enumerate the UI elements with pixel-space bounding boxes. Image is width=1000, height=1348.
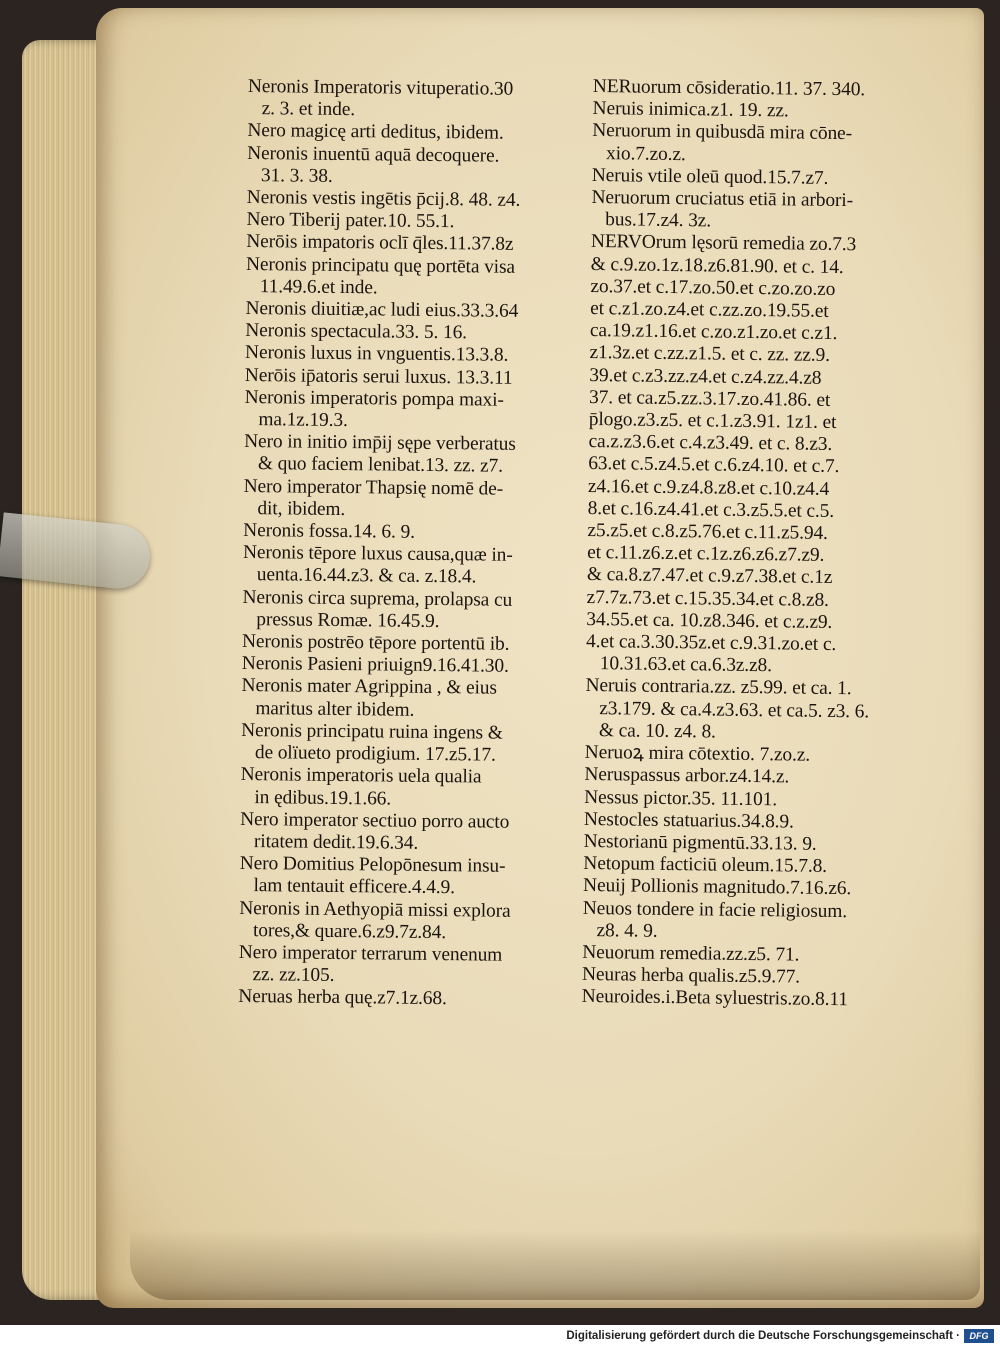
index-entry-line: zo.37.et c.17.zo.50.et c.zo.zo.zo: [590, 275, 836, 300]
index-entry-line: Neronis principatu ruina ingens &: [241, 719, 503, 744]
index-entry-line: Neuras herba qualis.z5.9.77.: [581, 964, 801, 988]
index-entry-line: tores,& quare.6.z9.7z.84.: [252, 919, 447, 943]
index-entry-line: Nero in initio imp̄ij sępe verberatus: [244, 431, 516, 456]
dfg-logo: DFG: [964, 1329, 994, 1343]
index-entry-line: Nessus pictor.35. 11.101.: [584, 786, 778, 810]
index-entry-line: & ca.8.z7.47.et c.9.z7.38.et c.1z: [586, 564, 833, 589]
index-entry-line: Neronis circa suprema, prolapsa cu: [242, 586, 513, 611]
index-entry-line: 11.49.6.et inde.: [259, 275, 378, 299]
index-entry-line: lam tentauit efficere.4.4.9.: [253, 875, 456, 899]
index-entry-line: NERVOrum lęsorū remedia zo.7.3: [590, 231, 857, 256]
index-entry-line: ma.1z.19.3.: [258, 409, 348, 432]
left-index-column: [238, 76, 593, 1012]
index-entry-line: Neronis tēpore luxus causa,quæ in-: [242, 542, 513, 567]
index-entry-line: Nerōis impatoris oclī q̄les.11.37.8z: [246, 231, 514, 256]
index-entry-line: Nero imperator Thapsię nomē de-: [243, 475, 504, 500]
index-entry-line: p̄logo.z3.z5. et c.1.z3.91. 1z1. et: [588, 409, 837, 434]
index-entry-line: & ca. 10. z4. 8.: [598, 720, 716, 743]
footer-credit: Digitalisierung gefördert durch die Deutsche Forschungsgemeinschaft ·: [566, 1330, 960, 1342]
index-entry-line: Neruorum in quibusdā mira cōne-: [592, 120, 853, 145]
index-entry-line: Nero imperator terrarum venenum: [238, 941, 503, 966]
index-entry-line: Neruis contraria.zz. z5.99. et ca. 1.: [585, 675, 852, 700]
index-entry-line: Neronis Pasieni priuign9.16.41.30.: [241, 653, 509, 678]
index-entry-line: Neronis vestis ingētis p̄cij.8. 48. z4.: [246, 187, 521, 211]
index-entry-line: 63.et c.5.z4.5.et c.6.z4.10. et c.7.: [588, 453, 840, 478]
index-entry-line: Neuos tondere in facie religiosum.: [582, 897, 848, 922]
index-entry-line: Nero Domitius Pelopōnesum insu-: [239, 853, 506, 877]
index-entry-line: z1.3z.et c.zz.z1.5. et c. zz. zz.9.: [589, 342, 831, 367]
index-entry-line: Neruis vtile oleū quod.15.7.z7.: [591, 164, 829, 189]
index-entry-line: Nestocles statuarius.34.8.9.: [583, 808, 794, 833]
index-entry-line: & quo faciem lenibat.13. zz. z7.: [257, 453, 504, 478]
index-entry-line: 8.et c.16.z4.41.et c.3.z5.5.et c.5.: [587, 497, 835, 522]
index-entry-line: Netopum facticiū oleum.15.7.8.: [583, 853, 828, 878]
index-entry-line: Neronis fossa.14. 6. 9.: [243, 520, 416, 543]
index-entry-line: Neruorum cruciatus etiā in arbori-: [591, 187, 854, 212]
page-shadow: [130, 1230, 980, 1300]
index-entry-line: 10.31.63.et ca.6.3z.z8.: [599, 653, 773, 677]
index-entry-line: pressus Romæ. 16.45.9.: [256, 608, 440, 632]
index-entry-line: Neronis imperatoris pompa maxi-: [244, 386, 504, 411]
index-entry-line: z. 3. et inde.: [261, 98, 356, 121]
index-entry-line: z7.7z.73.et c.15.35.34.et c.8.z8.: [586, 586, 829, 611]
index-entry-line: et c.11.z6.z.et c.1z.z6.z6.z7.z9.: [587, 542, 825, 567]
index-entry-line: maritus alter ibidem.: [255, 697, 415, 721]
index-entry-line: Neruas herba quę.z7.1z.68.: [238, 986, 447, 1010]
index-entry-line: Nerōis ip̄atoris serui luxus. 13.3.11: [244, 364, 513, 389]
index-entry-line: ritatem dedit.19.6.34.: [253, 831, 419, 854]
index-entry-line: z5.z5.et c.8.z5.76.et c.11.z5.94.: [587, 520, 828, 544]
right-index-column: [582, 76, 923, 1012]
index-entry-line: ca.19.z1.16.et c.zo.z1.zo.et c.z1.: [589, 320, 838, 345]
index-entry-line: Neruis inimica.z1. 19. zz.: [592, 98, 789, 122]
index-entry-line: xio.7.zo.z.: [605, 142, 686, 165]
index-entry-line: Neronis principatu quę portēta visa: [245, 253, 516, 278]
index-entry-line: Neronis spectacula.33. 5. 16.: [245, 320, 468, 344]
index-entry-line: Neuij Pollionis magnitudo.7.16.z6.: [582, 875, 852, 900]
index-entry-line: uenta.16.44.z3. & ca. z.18.4.: [256, 564, 477, 588]
index-entry-line: Neronis Imperatoris vituperatio.30: [247, 76, 514, 100]
index-entry-line: Neronis mater Agrippina , & eius: [241, 675, 498, 700]
index-entry-line: 37. et ca.z5.zz.3.17.zo.41.86. et: [588, 386, 831, 411]
index-entry-line: Neronis postrēo tēpore portentū ib.: [241, 631, 510, 655]
index-entry-line: 4.et ca.3.30.35z.et c.9.31.zo.et c.: [585, 631, 837, 656]
index-entry-line: et c.z1.zo.z4.et c.zz.zo.19.55.et: [590, 298, 829, 322]
index-entry-line: 31. 3. 38.: [260, 164, 333, 187]
index-entry-line: z4.16.et c.9.z4.8.z8.et c.10.z4.4: [587, 475, 830, 500]
index-entry-line: & c.9.zo.1z.18.z6.81.90. et c. 14.: [590, 253, 844, 278]
index-entry-line: Neronis luxus in vnguentis.13.3.8.: [244, 342, 509, 367]
index-entry-line: dit, ibidem.: [257, 497, 346, 520]
index-entry-line: NERuorum cōsideratio.11. 37. 340.: [592, 76, 866, 101]
index-entry-line: 39.et c.z3.zz.z4.et c.z4.zz.4.z8: [589, 364, 822, 389]
index-entry-line: z3.179. & ca.4.z3.63. et ca.5. z3. 6.: [599, 697, 870, 723]
index-entry-line: zz. zz.105.: [252, 964, 335, 987]
index-entry-line: ca.z.z3.6.et c.4.z3.49. et c. 8.z3.: [588, 431, 833, 456]
index-entry-line: Neronis diuitiæ,ac ludi eius.33.3.64: [245, 298, 519, 322]
footer-bar: [0, 1325, 1000, 1348]
index-entry-line: Neronis in Aethyopiā missi explora: [239, 897, 511, 922]
index-entry-line: 34.55.et ca. 10.z8.346. et c.z.z9.: [586, 608, 833, 633]
index-entry-line: Neruoꝝ mira cōtextio. 7.zo.z.: [584, 742, 811, 766]
index-entry-line: bus.17.z4. 3z.: [605, 209, 712, 232]
index-entry-line: Nero Tiberij pater.10. 55.1.: [246, 209, 455, 233]
index-entry-line: z8. 4. 9.: [596, 919, 658, 942]
index-entry-line: Nestorianū pigmentū.33.13. 9.: [583, 830, 817, 855]
index-entry-line: Nero imperator sectiuo porro aucto: [240, 808, 510, 833]
index-entry-line: Neruspassus arbor.z4.14.z.: [584, 764, 790, 788]
index-entry-line: in ędibus.19.1.66.: [254, 786, 392, 810]
index-entry-line: Neuroides.i.Beta syluestris.zo.8.11: [581, 986, 848, 1011]
index-entry-line: Neronis imperatoris uela qualia: [240, 764, 482, 788]
index-entry-line: Neuorum remedia.zz.z5. 71.: [582, 941, 800, 966]
index-entry-line: Nero magicę arti deditus, ibidem.: [247, 120, 504, 145]
index-entry-line: Neronis inuentū aquā decoquere.: [247, 142, 500, 167]
index-entry-line: de olïueto prodigium. 17.z5.17.: [254, 742, 496, 766]
